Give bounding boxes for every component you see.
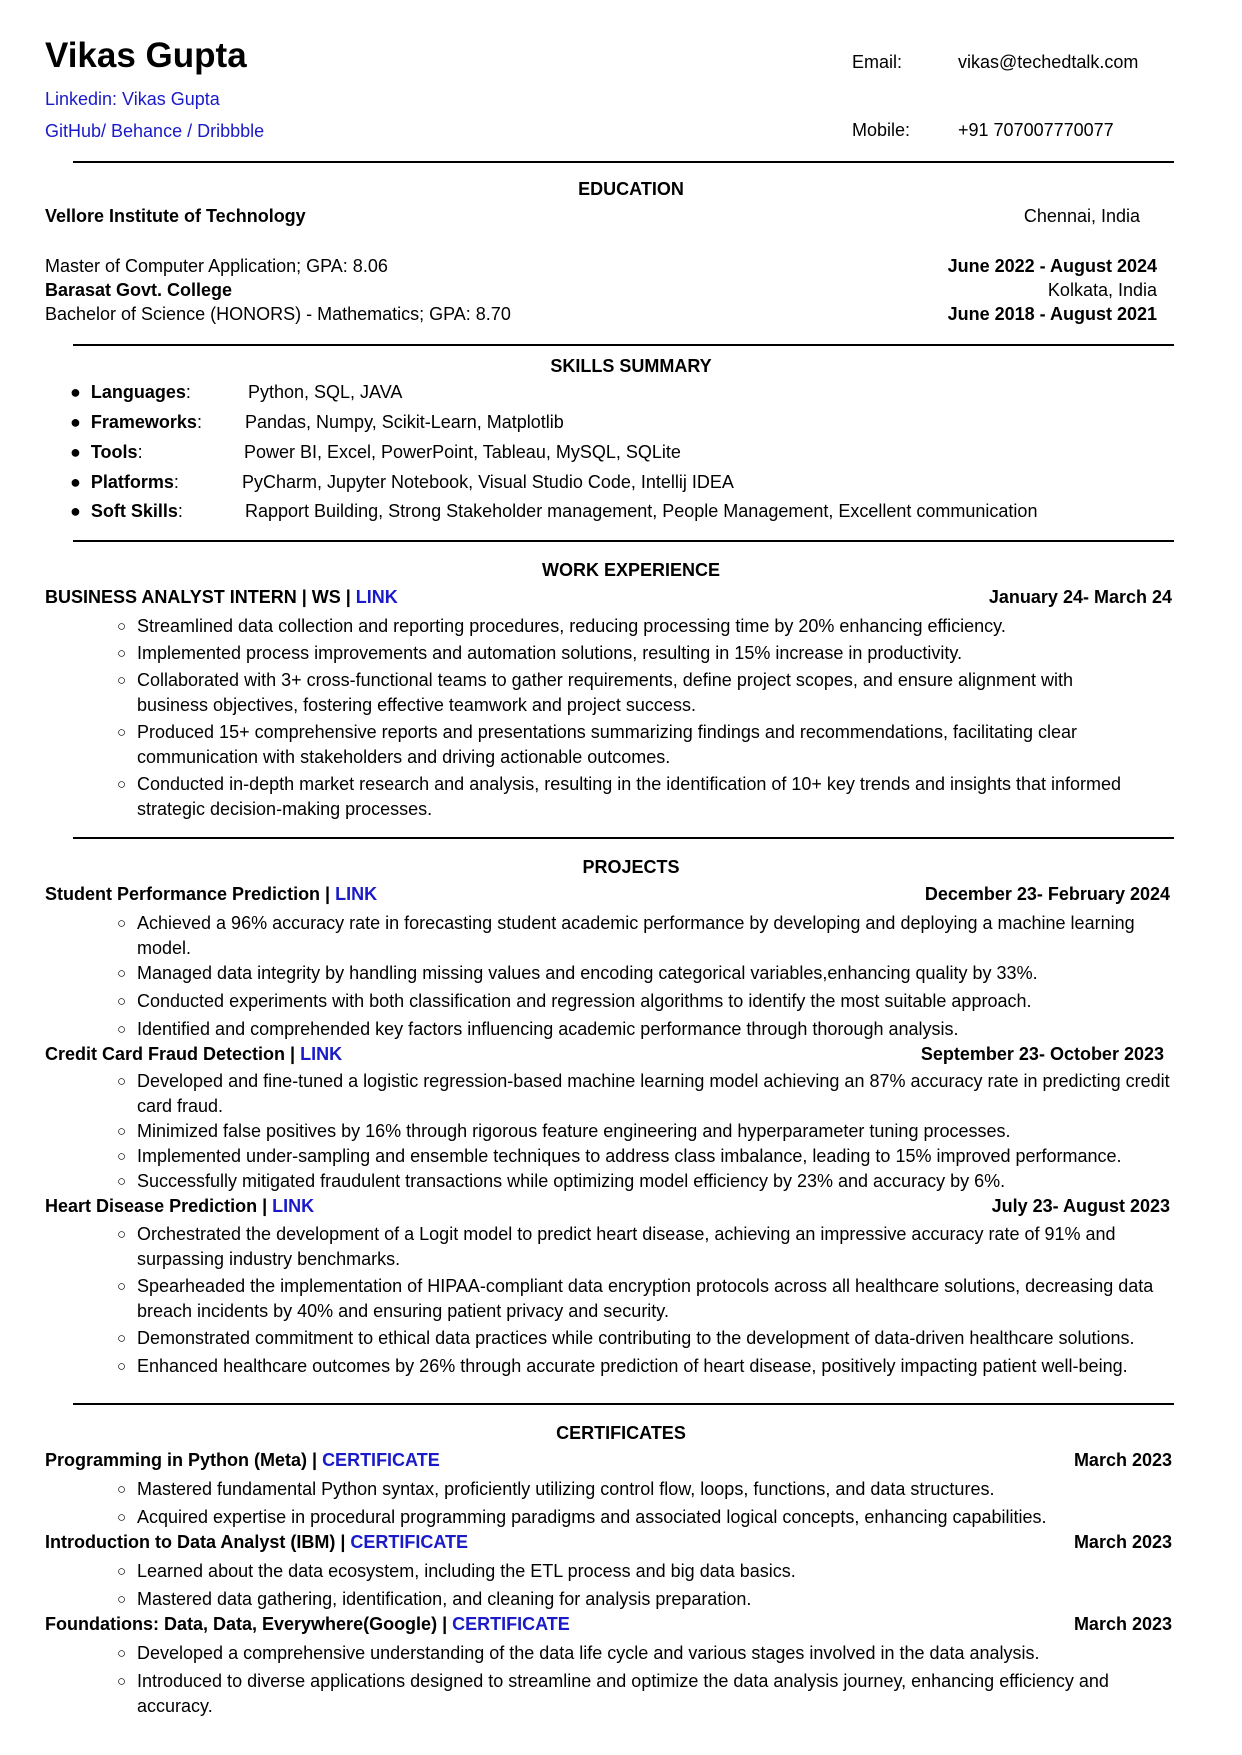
skill-row: ● Languages: [70,382,191,402]
list-item: ○ Demonstrated commitment to ethical data practices while contributing to the development of data-driven healthcare solutions. [117,1326,1227,1351]
skill-value: Python, SQL, JAVA [248,382,403,402]
project-link[interactable]: LINK [272,1196,315,1216]
degree: Bachelor of Science (HONORS) - Mathematics; GPA: 8.70 [45,304,511,324]
certificate-title: Introduction to Data Analyst (IBM) | CERTIFICATE [45,1532,469,1552]
list-item: ○ Conducted in-depth market research and analysis, resulting in the identification of 10+ key trends and insights that informed strategic decision-making processes. [117,772,1177,822]
divider [73,161,1174,163]
list-item: ○ Conducted experiments with both classification and regression algorithms to identify the most suitable approach. [117,989,1197,1014]
list-item: ○ Implemented under-sampling and ensemble techniques to address class imbalance, leading to 15% improved performance. [117,1144,1197,1169]
divider [73,344,1174,346]
list-item: ○ Managed data integrity by handling missing values and encoding categorical variables,enhancing quality by 33%. [117,961,1197,986]
skill-row: ● Soft Skills: [70,501,183,521]
project-title: Student Performance Prediction | LINK [45,884,378,904]
list-item: ○ Learned about the data ecosystem, including the ETL process and big data basics. [117,1559,1197,1584]
skill-row: ● Frameworks: [70,412,202,432]
certificate-title: Foundations: Data, Data, Everywhere(Google) | CERTIFICATE [45,1614,570,1634]
certificate-dates: March 2023 [1073,1450,1172,1470]
project-title: Credit Card Fraud Detection | LINK [45,1044,343,1064]
projects-heading: PROJECTS [582,857,680,877]
divider [73,540,1174,542]
bullet-icon: ● [70,442,81,462]
school-name: Vellore Institute of Technology [45,206,306,226]
degree: Master of Computer Application; GPA: 8.06 [45,256,388,276]
list-item: ○ Acquired expertise in procedural programming paradigms and associated logical concepts, enhancing capabilities. [117,1505,1197,1530]
list-item: ○ Orchestrated the development of a Logit model to predict heart disease, achieving an impressive accuracy rate of 91% and surpassing industry benchmarks. [117,1222,1177,1272]
list-item: ○ Successfully mitigated fraudulent transactions while optimizing model efficiency by 23% and accuracy by 6%. [117,1169,1197,1194]
list-item: ○ Collaborated with 3+ cross-functional teams to gather requirements, define project scopes, and ensure alignment with business objectives, fostering effective teamwork and project success. [117,668,1117,718]
skill-row: ● Platforms: [70,472,179,492]
project-title: Heart Disease Prediction | LINK [45,1196,315,1216]
email-value[interactable]: vikas@techedtalk.com [958,52,1139,72]
list-item: ○ Introduced to diverse applications designed to streamline and optimize the data analysis journey, enhancing efficiency and accuracy. [117,1669,1177,1719]
skill-row: ● Tools: [70,442,143,462]
certificate-dates: March 2023 [1073,1614,1172,1634]
list-item: ○ Developed a comprehensive understanding of the data life cycle and various stages involved in the data analysis. [117,1641,1197,1666]
certificate-title: Programming in Python (Meta) | CERTIFICATE [45,1450,440,1470]
skill-value: PyCharm, Jupyter Notebook, Visual Studio Code, Intellij IDEA [242,472,734,492]
portfolio-link[interactable]: GitHub/ Behance / Dribbble [45,121,265,141]
skill-value: Pandas, Numpy, Scikit-Learn, Matplotlib [245,412,564,432]
certificate-link[interactable]: CERTIFICATE [350,1532,469,1552]
list-item: ○ Implemented process improvements and automation solutions, resulting in 15% increase in productivity. [117,641,1197,666]
skills-heading: SKILLS SUMMARY [550,356,712,376]
project-link[interactable]: LINK [300,1044,343,1064]
skill-value: Power BI, Excel, PowerPoint, Tableau, MySQL, SQLite [244,442,681,462]
project-dates: July 23- August 2023 [991,1196,1170,1216]
resume-name: Vikas Gupta [45,36,247,75]
email-label: Email: [852,52,903,72]
project-dates: December 23- February 2024 [924,884,1170,904]
education-dates: June 2022 - August 2024 [947,256,1157,276]
certificate-link[interactable]: CERTIFICATE [452,1614,570,1634]
bullet-icon: ● [70,412,81,432]
list-item: ○ Minimized false positives by 16% through rigorous feature engineering and hyperparameter tuning processes. [117,1119,1197,1144]
education-dates: June 2018 - August 2021 [947,304,1157,324]
list-item: ○ Developed and fine-tuned a logistic regression-based machine learning model achieving an 87% accuracy rate in predicting credit card fraud. [117,1069,1177,1119]
list-item: ○ Produced 15+ comprehensive reports and presentations summarizing findings and recommendations, facilitating clear communication with stakeholders and driving actionable outcomes. [117,720,1117,770]
list-item: ○ Spearheaded the implementation of HIPAA-compliant data encryption protocols across all healthcare solutions, decreasing data breach incidents by 40% and ensuring patient privacy and security. [117,1274,1177,1324]
work-dates: January 24- March 24 [988,587,1172,607]
certificates-heading: CERTIFICATES [556,1423,686,1443]
list-item: ○ Identified and comprehended key factors influencing academic performance through thorough analysis. [117,1017,1197,1042]
work-heading: WORK EXPERIENCE [541,560,721,580]
list-item: ○ Streamlined data collection and reporting procedures, reducing processing time by 20% enhancing efficiency. [117,614,1197,639]
school-location: Chennai, India [1023,206,1140,226]
list-item: ○ Achieved a 96% accuracy rate in forecasting student academic performance by developing and deploying a machine learning model. [117,911,1187,961]
certificate-dates: March 2023 [1073,1532,1172,1552]
certificate-link[interactable]: CERTIFICATE [322,1450,440,1470]
project-link[interactable]: LINK [335,884,378,904]
bullet-icon: ● [70,501,81,521]
divider [73,1403,1174,1405]
work-role: BUSINESS ANALYST INTERN | WS | LINK [45,587,398,607]
bullet-icon: ● [70,382,81,402]
linkedin-link[interactable]: Linkedin: Vikas Gupta [45,89,220,109]
mobile-value: +91 707007770077 [958,120,1114,140]
list-item: ○ Enhanced healthcare outcomes by 26% through accurate prediction of heart disease, positively impacting patient well-being. [117,1354,1227,1379]
list-item: ○ Mastered fundamental Python syntax, proficiently utilizing control flow, loops, functions, and data structures. [117,1477,1197,1502]
bullet-icon: ● [70,472,81,492]
work-link[interactable]: LINK [355,587,398,607]
school-location: Kolkata, India [1047,280,1157,300]
list-item: ○ Mastered data gathering, identification, and cleaning for analysis preparation. [117,1587,1197,1612]
divider [73,837,1174,839]
skill-value: Rapport Building, Strong Stakeholder management, People Management, Excellent communication [245,501,1038,521]
project-dates: September 23- October 2023 [920,1044,1164,1064]
education-heading: EDUCATION [578,179,684,199]
school-name: Barasat Govt. College [45,280,233,300]
mobile-label: Mobile: [852,120,911,140]
